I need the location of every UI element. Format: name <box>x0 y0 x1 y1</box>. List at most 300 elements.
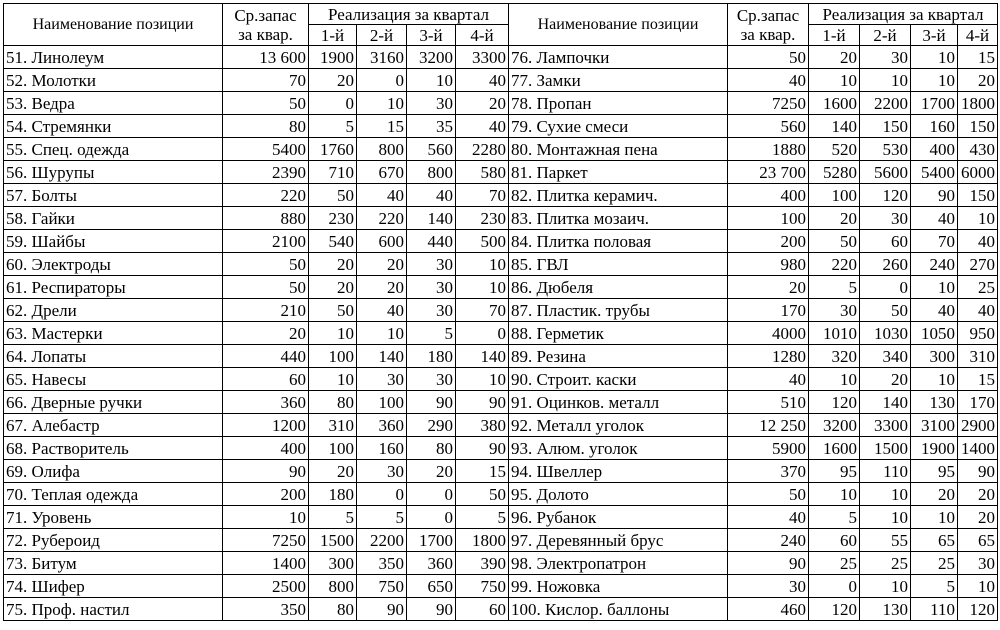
sales-q1-value: 20 <box>809 46 860 69</box>
avg-stock-value: 7250 <box>728 92 809 115</box>
sales-q3-value: 5 <box>407 322 456 345</box>
avg-stock-value: 440 <box>223 345 309 368</box>
item-name: 78. Пропан <box>509 92 728 115</box>
item-name: 70. Теплая одежда <box>4 483 223 506</box>
table-row <box>4 368 998 391</box>
avg-stock-value: 50 <box>223 253 309 276</box>
item-name: 72. Рубероид <box>4 529 223 552</box>
sales-q1-value: 3200 <box>809 414 860 437</box>
table-row <box>4 92 998 115</box>
avg-stock-value: 200 <box>728 230 809 253</box>
table-row <box>4 207 998 230</box>
header-name-left: Наименование позиции <box>4 4 223 46</box>
sales-q3-value: 35 <box>407 115 456 138</box>
item-name: 67. Алебастр <box>4 414 223 437</box>
sales-q2-value: 220 <box>357 207 407 230</box>
sales-q3-value: 65 <box>911 529 958 552</box>
avg-stock-value: 560 <box>728 115 809 138</box>
sales-q4-value: 20 <box>456 92 509 115</box>
sales-q1-value: 1010 <box>809 322 860 345</box>
sales-q2-value: 670 <box>357 161 407 184</box>
sales-q1-value: 100 <box>309 345 357 368</box>
table-row <box>4 414 998 437</box>
table-row <box>4 575 998 598</box>
sales-q1-value: 1500 <box>309 529 357 552</box>
sales-q4-value: 950 <box>958 322 998 345</box>
table-row <box>4 345 998 368</box>
sales-q4-value: 40 <box>958 230 998 253</box>
table-row <box>4 391 998 414</box>
sales-q1-value: 20 <box>309 253 357 276</box>
sales-q2-value: 10 <box>860 483 911 506</box>
avg-stock-value: 460 <box>728 598 809 621</box>
sales-q4-value: 0 <box>456 322 509 345</box>
item-name: 77. Замки <box>509 69 728 92</box>
item-name: 69. Олифа <box>4 460 223 483</box>
header-stock-line1: Ср.запас <box>736 5 800 25</box>
sales-q2-value: 260 <box>860 253 911 276</box>
sales-q4-value: 15 <box>958 46 998 69</box>
avg-stock-value: 90 <box>223 460 309 483</box>
avg-stock-value: 1200 <box>223 414 309 437</box>
sales-q1-value: 10 <box>809 483 860 506</box>
sales-q2-value: 140 <box>357 345 407 368</box>
table-row <box>4 437 998 460</box>
sales-q1-value: 310 <box>309 414 357 437</box>
sales-q2-value: 30 <box>860 207 911 230</box>
header-q3-left: 3-й <box>407 25 456 46</box>
sales-q2-value: 30 <box>357 460 407 483</box>
sales-q4-value: 170 <box>958 391 998 414</box>
table-row <box>4 276 998 299</box>
avg-stock-value: 400 <box>728 184 809 207</box>
sales-q4-value: 580 <box>456 161 509 184</box>
sales-q1-value: 320 <box>809 345 860 368</box>
sales-q1-value: 5 <box>809 506 860 529</box>
sales-q1-value: 60 <box>809 529 860 552</box>
sales-q3-value: 140 <box>407 207 456 230</box>
sales-q3-value: 1050 <box>911 322 958 345</box>
sales-q1-value: 50 <box>809 230 860 253</box>
sales-q4-value: 6000 <box>958 161 998 184</box>
sales-q3-value: 30 <box>407 253 456 276</box>
sales-q1-value: 20 <box>309 276 357 299</box>
sales-q4-value: 10 <box>456 253 509 276</box>
avg-stock-value: 1400 <box>223 552 309 575</box>
item-name: 100. Кислор. баллоны <box>509 598 728 621</box>
sales-q2-value: 30 <box>860 46 911 69</box>
item-name: 80. Монтажная пена <box>509 138 728 161</box>
sales-q2-value: 750 <box>357 575 407 598</box>
sales-q3-value: 240 <box>911 253 958 276</box>
avg-stock-value: 350 <box>223 598 309 621</box>
avg-stock-value: 13 600 <box>223 46 309 69</box>
header-stock-line1: Ср.запас <box>234 5 297 25</box>
sales-q2-value: 150 <box>860 115 911 138</box>
sales-q2-value: 30 <box>357 368 407 391</box>
sales-q3-value: 300 <box>911 345 958 368</box>
sales-q2-value: 40 <box>357 299 407 322</box>
sales-q4-value: 50 <box>456 483 509 506</box>
avg-stock-value: 2100 <box>223 230 309 253</box>
item-name: 83. Плитка мозаич. <box>509 207 728 230</box>
sales-q3-value: 180 <box>407 345 456 368</box>
sales-q3-value: 30 <box>407 276 456 299</box>
sales-q3-value: 130 <box>911 391 958 414</box>
table-row <box>4 115 998 138</box>
sales-q2-value: 5600 <box>860 161 911 184</box>
sales-q1-value: 5 <box>809 276 860 299</box>
sales-q2-value: 10 <box>357 322 407 345</box>
item-name: 88. Герметик <box>509 322 728 345</box>
sales-q3-value: 1900 <box>911 437 958 460</box>
table-row <box>4 460 998 483</box>
header-stock-left <box>223 4 309 46</box>
sales-q1-value: 20 <box>809 207 860 230</box>
sales-q2-value: 800 <box>357 138 407 161</box>
sales-q1-value: 10 <box>809 368 860 391</box>
sales-q2-value: 10 <box>860 506 911 529</box>
sales-q2-value: 2200 <box>357 529 407 552</box>
header-q2-left: 2-й <box>357 25 407 46</box>
sales-q1-value: 80 <box>309 598 357 621</box>
sales-q2-value: 120 <box>860 184 911 207</box>
avg-stock-value: 7250 <box>223 529 309 552</box>
sales-q4-value: 150 <box>958 115 998 138</box>
sales-q4-value: 3300 <box>456 46 509 69</box>
sales-q4-value: 2280 <box>456 138 509 161</box>
sales-q1-value: 520 <box>809 138 860 161</box>
avg-stock-value: 510 <box>728 391 809 414</box>
item-name: 97. Деревянный брус <box>509 529 728 552</box>
sales-q2-value: 20 <box>357 276 407 299</box>
header-stock-line2: за квар. <box>238 24 293 44</box>
sales-q4-value: 500 <box>456 230 509 253</box>
sales-q2-value: 20 <box>860 368 911 391</box>
sales-q1-value: 50 <box>309 299 357 322</box>
sales-q2-value: 350 <box>357 552 407 575</box>
sales-q4-value: 90 <box>456 437 509 460</box>
header-sales-left: Реализация за квартал <box>309 4 509 25</box>
sales-q4-value: 270 <box>958 253 998 276</box>
avg-stock-value: 1880 <box>728 138 809 161</box>
sales-q2-value: 110 <box>860 460 911 483</box>
item-name: 55. Спец. одежда <box>4 138 223 161</box>
sales-q1-value: 5 <box>309 506 357 529</box>
sales-q2-value: 20 <box>357 253 407 276</box>
sales-q2-value: 15 <box>357 115 407 138</box>
header-q3-right: 3-й <box>911 25 958 46</box>
sales-q3-value: 40 <box>911 207 958 230</box>
sales-q3-value: 160 <box>911 115 958 138</box>
header-stock-right <box>728 4 809 46</box>
sales-q3-value: 30 <box>407 92 456 115</box>
sales-q2-value: 530 <box>860 138 911 161</box>
sales-q1-value: 220 <box>809 253 860 276</box>
sales-q2-value: 130 <box>860 598 911 621</box>
avg-stock-value: 50 <box>728 46 809 69</box>
sales-q3-value: 560 <box>407 138 456 161</box>
item-name: 53. Ведра <box>4 92 223 115</box>
avg-stock-value: 40 <box>728 506 809 529</box>
sales-q1-value: 20 <box>309 69 357 92</box>
sales-q1-value: 80 <box>309 391 357 414</box>
avg-stock-value: 2500 <box>223 575 309 598</box>
inventory-table <box>3 3 998 621</box>
sales-q4-value: 20 <box>958 506 998 529</box>
item-name: 51. Линолеум <box>4 46 223 69</box>
table-row <box>4 299 998 322</box>
sales-q3-value: 1700 <box>407 529 456 552</box>
sales-q1-value: 1900 <box>309 46 357 69</box>
sales-q2-value: 2200 <box>860 92 911 115</box>
sales-q4-value: 10 <box>958 207 998 230</box>
sales-q3-value: 30 <box>407 299 456 322</box>
item-name: 71. Уровень <box>4 506 223 529</box>
avg-stock-value: 980 <box>728 253 809 276</box>
avg-stock-value: 5900 <box>728 437 809 460</box>
sales-q4-value: 2900 <box>958 414 998 437</box>
sales-q4-value: 750 <box>456 575 509 598</box>
sales-q3-value: 800 <box>407 161 456 184</box>
header-q4-left: 4-й <box>456 25 509 46</box>
sales-q2-value: 360 <box>357 414 407 437</box>
sales-q2-value: 10 <box>860 69 911 92</box>
item-name: 65. Навесы <box>4 368 223 391</box>
sales-q2-value: 60 <box>860 230 911 253</box>
sales-q2-value: 3160 <box>357 46 407 69</box>
sales-q4-value: 40 <box>958 299 998 322</box>
avg-stock-value: 50 <box>223 276 309 299</box>
sales-q4-value: 1800 <box>456 529 509 552</box>
sales-q4-value: 1400 <box>958 437 998 460</box>
item-name: 81. Паркет <box>509 161 728 184</box>
item-name: 60. Электроды <box>4 253 223 276</box>
sales-q4-value: 310 <box>958 345 998 368</box>
sales-q2-value: 1030 <box>860 322 911 345</box>
item-name: 91. Оцинков. металл <box>509 391 728 414</box>
sales-q2-value: 90 <box>357 598 407 621</box>
sales-q3-value: 3200 <box>407 46 456 69</box>
sales-q3-value: 5 <box>911 575 958 598</box>
header-q4-right: 4-й <box>958 25 998 46</box>
item-name: 93. Алюм. уголок <box>509 437 728 460</box>
sales-q4-value: 5 <box>456 506 509 529</box>
sales-q3-value: 10 <box>911 69 958 92</box>
avg-stock-value: 370 <box>728 460 809 483</box>
table-row <box>4 322 998 345</box>
sales-q4-value: 15 <box>958 368 998 391</box>
sales-q3-value: 10 <box>911 368 958 391</box>
avg-stock-value: 200 <box>223 483 309 506</box>
header-row-top <box>4 4 998 25</box>
avg-stock-value: 400 <box>223 437 309 460</box>
sales-q4-value: 430 <box>958 138 998 161</box>
item-name: 82. Плитка керамич. <box>509 184 728 207</box>
table-row <box>4 253 998 276</box>
sales-q1-value: 0 <box>809 575 860 598</box>
sales-q2-value: 10 <box>860 575 911 598</box>
sales-q1-value: 5280 <box>809 161 860 184</box>
sales-q1-value: 230 <box>309 207 357 230</box>
item-name: 76. Лампочки <box>509 46 728 69</box>
avg-stock-value: 40 <box>728 368 809 391</box>
table-row <box>4 483 998 506</box>
avg-stock-value: 50 <box>728 483 809 506</box>
avg-stock-value: 880 <box>223 207 309 230</box>
sales-q4-value: 20 <box>958 483 998 506</box>
item-name: 64. Лопаты <box>4 345 223 368</box>
sales-q3-value: 90 <box>911 184 958 207</box>
sales-q3-value: 440 <box>407 230 456 253</box>
avg-stock-value: 12 250 <box>728 414 809 437</box>
sales-q2-value: 40 <box>357 184 407 207</box>
sales-q1-value: 710 <box>309 161 357 184</box>
sales-q3-value: 3100 <box>911 414 958 437</box>
sales-q3-value: 25 <box>911 552 958 575</box>
item-name: 87. Пластик. трубы <box>509 299 728 322</box>
sales-q1-value: 5 <box>309 115 357 138</box>
sales-q4-value: 10 <box>958 575 998 598</box>
table-row <box>4 230 998 253</box>
sales-q4-value: 1800 <box>958 92 998 115</box>
header-q1-right: 1-й <box>809 25 860 46</box>
sales-q3-value: 95 <box>911 460 958 483</box>
item-name: 75. Проф. настил <box>4 598 223 621</box>
sales-q1-value: 1600 <box>809 437 860 460</box>
sales-q2-value: 0 <box>357 483 407 506</box>
sales-q4-value: 20 <box>958 69 998 92</box>
sales-q3-value: 360 <box>407 552 456 575</box>
sales-q4-value: 390 <box>456 552 509 575</box>
sales-q1-value: 800 <box>309 575 357 598</box>
item-name: 61. Респираторы <box>4 276 223 299</box>
sales-q4-value: 65 <box>958 529 998 552</box>
sales-q2-value: 3300 <box>860 414 911 437</box>
sales-q4-value: 10 <box>456 276 509 299</box>
sales-q4-value: 70 <box>456 184 509 207</box>
sales-q3-value: 5400 <box>911 161 958 184</box>
sales-q3-value: 0 <box>407 506 456 529</box>
item-name: 58. Гайки <box>4 207 223 230</box>
sales-q3-value: 80 <box>407 437 456 460</box>
sales-q1-value: 10 <box>809 69 860 92</box>
sales-q1-value: 120 <box>809 598 860 621</box>
table-row <box>4 552 998 575</box>
sales-q4-value: 90 <box>456 391 509 414</box>
sales-q1-value: 140 <box>809 115 860 138</box>
item-name: 86. Дюбеля <box>509 276 728 299</box>
sales-q1-value: 20 <box>309 460 357 483</box>
sales-q1-value: 25 <box>809 552 860 575</box>
table-row <box>4 529 998 552</box>
sales-q2-value: 140 <box>860 391 911 414</box>
sales-q2-value: 10 <box>357 92 407 115</box>
item-name: 57. Болты <box>4 184 223 207</box>
sales-q4-value: 140 <box>456 345 509 368</box>
item-name: 63. Мастерки <box>4 322 223 345</box>
avg-stock-value: 100 <box>728 207 809 230</box>
table-row <box>4 138 998 161</box>
sales-q1-value: 100 <box>309 437 357 460</box>
sales-q4-value: 40 <box>456 69 509 92</box>
sales-q1-value: 1600 <box>809 92 860 115</box>
item-name: 56. Шурупы <box>4 161 223 184</box>
sales-q4-value: 25 <box>958 276 998 299</box>
sales-q4-value: 40 <box>456 115 509 138</box>
table-header <box>4 4 998 46</box>
item-name: 59. Шайбы <box>4 230 223 253</box>
table-row <box>4 184 998 207</box>
header-sales-right: Реализация за квартал <box>809 4 998 25</box>
avg-stock-value: 1280 <box>728 345 809 368</box>
header-q1-left: 1-й <box>309 25 357 46</box>
avg-stock-value: 220 <box>223 184 309 207</box>
sales-q4-value: 150 <box>958 184 998 207</box>
sales-q2-value: 1500 <box>860 437 911 460</box>
item-name: 79. Сухие смеси <box>509 115 728 138</box>
sales-q3-value: 10 <box>911 506 958 529</box>
sales-q3-value: 10 <box>407 69 456 92</box>
sales-q2-value: 55 <box>860 529 911 552</box>
avg-stock-value: 23 700 <box>728 161 809 184</box>
sales-q2-value: 100 <box>357 391 407 414</box>
table-body <box>4 46 998 621</box>
sales-q3-value: 40 <box>407 184 456 207</box>
item-name: 54. Стремянки <box>4 115 223 138</box>
sales-q4-value: 70 <box>456 299 509 322</box>
avg-stock-value: 170 <box>728 299 809 322</box>
sales-q4-value: 90 <box>958 460 998 483</box>
sales-q2-value: 340 <box>860 345 911 368</box>
sales-q1-value: 1760 <box>309 138 357 161</box>
avg-stock-value: 20 <box>728 276 809 299</box>
sales-q3-value: 110 <box>911 598 958 621</box>
sales-q2-value: 600 <box>357 230 407 253</box>
sales-q3-value: 90 <box>407 391 456 414</box>
sales-q3-value: 70 <box>911 230 958 253</box>
sales-q3-value: 10 <box>911 276 958 299</box>
sales-q4-value: 120 <box>958 598 998 621</box>
avg-stock-value: 20 <box>223 322 309 345</box>
sales-q1-value: 100 <box>809 184 860 207</box>
item-name: 96. Рубанок <box>509 506 728 529</box>
item-name: 73. Битум <box>4 552 223 575</box>
item-name: 84. Плитка половая <box>509 230 728 253</box>
header-name-right: Наименование позиции <box>509 4 728 46</box>
sales-q3-value: 20 <box>911 483 958 506</box>
header-q2-right: 2-й <box>860 25 911 46</box>
avg-stock-value: 2390 <box>223 161 309 184</box>
sales-q3-value: 20 <box>407 460 456 483</box>
item-name: 52. Молотки <box>4 69 223 92</box>
item-name: 66. Дверные ручки <box>4 391 223 414</box>
sales-q4-value: 30 <box>958 552 998 575</box>
avg-stock-value: 4000 <box>728 322 809 345</box>
item-name: 98. Электропатрон <box>509 552 728 575</box>
sales-q1-value: 10 <box>309 368 357 391</box>
sales-q3-value: 0 <box>407 483 456 506</box>
table-row <box>4 161 998 184</box>
sales-q2-value: 0 <box>357 69 407 92</box>
item-name: 95. Долото <box>509 483 728 506</box>
sales-q1-value: 10 <box>309 322 357 345</box>
sales-q3-value: 400 <box>911 138 958 161</box>
sales-q3-value: 650 <box>407 575 456 598</box>
sales-q1-value: 120 <box>809 391 860 414</box>
table-row <box>4 598 998 621</box>
sales-q2-value: 50 <box>860 299 911 322</box>
